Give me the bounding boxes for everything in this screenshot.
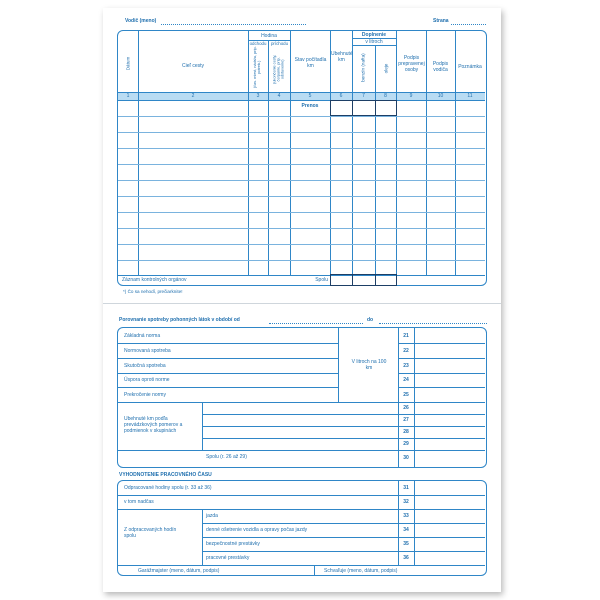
header-date: Dátum (125, 56, 131, 71)
row-number: 23 (403, 363, 409, 369)
total-oil-cell[interactable] (375, 274, 397, 286)
travel-log-sheet (103, 8, 501, 592)
fuel-total-label: Spolu (r. 26 až 29) (206, 454, 247, 460)
header-destination: Cieľ cesty (181, 63, 205, 69)
header-col3-note: (čas. miest, nádrža, príp. potreb.) (252, 46, 261, 89)
row-number: 28 (403, 429, 409, 435)
header-fuel: benzín (nafta) (360, 53, 366, 82)
carry-over-fuel-cell[interactable] (352, 100, 376, 116)
row-number: 27 (403, 417, 409, 423)
row-number: 32 (403, 499, 409, 505)
fuel-driven-label: Ubehnuté km podľa prevádzkových pomerov a podmienok v skupinách (124, 416, 183, 434)
col-number: 3 (256, 93, 260, 99)
work-table (117, 480, 487, 576)
header-col4-note: (ukončenie cesty, čerpanie, príp. odstavenie) (272, 54, 286, 84)
col-number: 1 (126, 93, 130, 99)
work-group-label: Z odpracovaných hodín spolu (124, 527, 177, 539)
work-sub-row-label: jazda (206, 513, 218, 519)
row-number: 34 (403, 527, 409, 533)
col-number: 6 (339, 93, 343, 99)
header-arrival: príchodu (270, 41, 289, 46)
inspection-record-label: Záznam kontrolných orgánov (122, 277, 187, 283)
work-row-label: Odpracované hodiny spolu (r. 33 až 36) (124, 485, 212, 491)
fuel-row-label: Prekročenie normy (124, 392, 166, 398)
fuel-row-label: Skutočná spotreba (124, 363, 166, 369)
fuel-row-label: Základná norma (124, 333, 161, 339)
row-number: 21 (403, 333, 409, 339)
col-number: 9 (409, 93, 413, 99)
driver-label: Vodič (meno) (125, 18, 157, 24)
header-refuel: Doplnenie (361, 32, 387, 38)
garage-manager-label: Garážmajster (meno, dátum, podpis) (138, 568, 220, 574)
row-number: 31 (403, 485, 409, 491)
row-number: 25 (403, 392, 409, 398)
header-driven-km: Ubehnuté km (331, 51, 353, 63)
col-number: 4 (277, 93, 281, 99)
header-note: Poznámka (458, 64, 482, 70)
header-liters: v litroch (365, 39, 383, 45)
header-departure: odchodu (249, 41, 267, 46)
log-table (117, 30, 487, 286)
fuel-to-label: do (367, 317, 374, 323)
header-oil: oleje (383, 63, 389, 74)
work-section-title: VYHODNOTENIE PRACOVNÉHO ČASU (119, 472, 212, 478)
fuel-section-title: Porovnanie spotreby pohonných látok v období od (119, 317, 240, 323)
footnote: *) Čo sa nehodí, prečiarknite! (123, 289, 183, 294)
total-label: Spolu (315, 277, 328, 283)
fuel-row-label: Normovaná spotreba (124, 348, 171, 354)
fuel-unit-label: V litroch na 100 km (351, 359, 387, 371)
carry-over-km-cell[interactable] (330, 100, 353, 116)
page-field[interactable] (451, 24, 486, 25)
row-number: 29 (403, 441, 409, 447)
carry-over-label: Prenos (301, 103, 319, 109)
fuel-table (117, 327, 487, 468)
header-odometer: Stav počítadla km (294, 57, 327, 69)
header-passenger-signature: Podpis prepravenej osoby (398, 55, 425, 73)
carry-over-oil-cell[interactable] (375, 100, 397, 116)
page-label: Strana (433, 18, 449, 24)
row-number: 24 (403, 377, 409, 383)
col-number: 7 (362, 93, 365, 99)
work-row-label: v tom nadčas (124, 499, 154, 505)
work-sub-row-label: bezpečnostné prestávky (206, 541, 260, 547)
driver-field[interactable] (161, 24, 306, 25)
col-number: 10 (437, 93, 444, 99)
row-number: 36 (403, 555, 409, 561)
row-number: 30 (403, 455, 409, 461)
row-number: 35 (403, 541, 409, 547)
row-number: 26 (403, 405, 409, 411)
header-hour: Hodina (261, 33, 277, 39)
work-sub-row-label: denné ošetrenie vozidla a opravy počas jazdy (206, 527, 308, 533)
approved-by-label: Schvaľuje (meno, dátum, podpis) (324, 568, 398, 574)
col-number: 2 (191, 93, 195, 99)
col-number: 11 (467, 93, 473, 99)
work-sub-row-label: pracovné prestávky (206, 555, 250, 561)
col-number: 5 (308, 93, 312, 99)
col-number: 8 (384, 93, 387, 99)
total-fuel-cell[interactable] (352, 274, 376, 286)
fuel-row-label: Úspora oproti norme (124, 377, 170, 383)
row-number: 33 (403, 513, 409, 519)
page-fold-line (103, 303, 501, 304)
row-number: 22 (403, 348, 409, 354)
total-km-cell[interactable] (330, 274, 353, 286)
header-driver-signature: Podpis vodiča (432, 61, 449, 73)
